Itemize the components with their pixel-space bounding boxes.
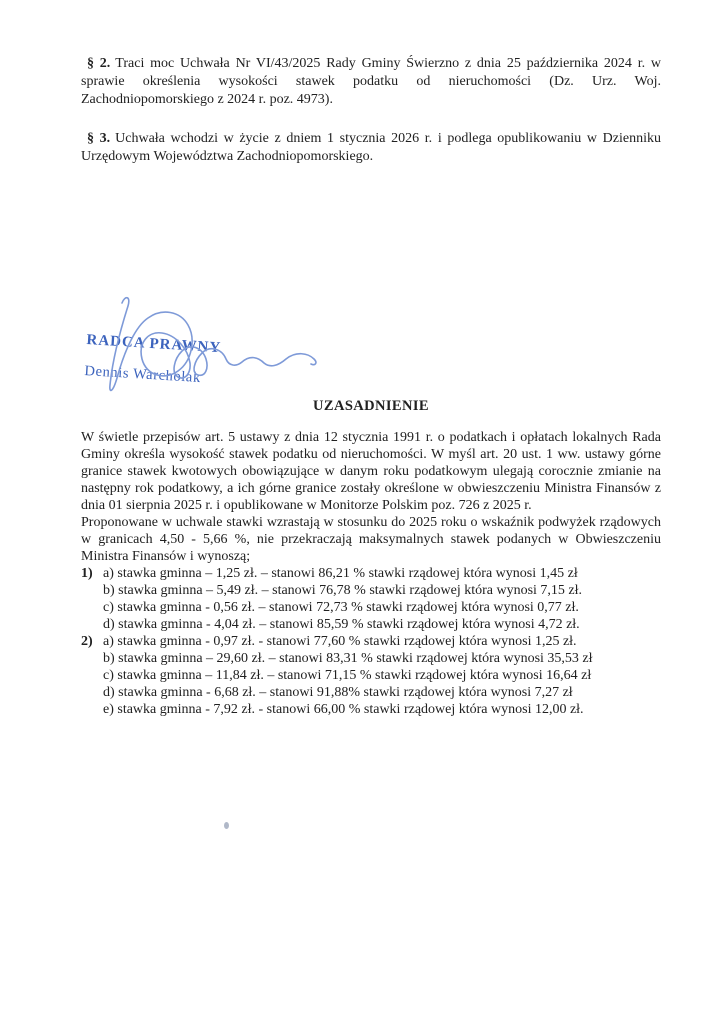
rate-group-number — [81, 684, 103, 701]
section-3-label: § 3. — [87, 131, 111, 146]
stamp-role-text: RADCA PRAWNY — [86, 332, 222, 357]
justification-body — [81, 429, 661, 718]
handwritten-signature-icon — [78, 293, 330, 405]
rate-row-text: c) stawka gminna - 0,56 zł. – stanowi 72,73 % stawki rządowej która wynosi 0,77 zł. — [103, 600, 579, 615]
rate-group-number — [81, 701, 103, 718]
rate-row-text: b) stawka gminna – 29,60 zł. – stanowi 83,31 % stawki rządowej która wynosi 35,53 zł — [103, 651, 593, 666]
section-2-label: § 2. — [87, 56, 111, 71]
rate-row — [81, 650, 661, 667]
justification-paragraph-1: W świetle przepisów art. 5 ustawy z dnia 12 stycznia 1991 r. o podatkach i opłatach lokalnych Rada Gminy określa wysokość stawek podatku od nieruchomości. W myśl art. 20 ust. 1 ww. ustawy górne granice stawek kwotowych obowiązujące w danym roku podatkowym ulegają corocznie zmianie na następny rok podatkowy, a ich górne granice zostały określone w obwieszczeniu Ministra Finansów z dnia 01 sierpnia 2025 r. i opublikowane w Monitorze Polskim poz. 726 z 2025 r. — [81, 430, 661, 513]
rate-row — [81, 684, 661, 701]
rate-row — [81, 582, 661, 599]
section-2-paragraph — [81, 55, 661, 109]
rate-group-number — [81, 582, 103, 599]
rate-group-number — [81, 616, 103, 633]
rate-row-text: a) stawka gminna – 1,25 zł. – stanowi 86,21 % stawki rządowej która wynosi 1,45 zł — [103, 566, 578, 581]
section-2-text: Traci moc Uchwała Nr VI/43/2025 Rady Gminy Świerzno z dnia 25 października 2024 r. w sprawie określenia wysokości stawek podatku od nieruchomości (Dz. Urz. Woj. Zachodniopomorskiego z 2024 r. poz. 4973). — [81, 56, 661, 107]
justification-paragraph-2: Proponowane w uchwale stawki wzrastają w stosunku do 2025 roku o wskaźnik podwyżek rządowych w granicach 4,50 - 5,66 %, nie przekraczają maksymalnych stawek podanych w Obwieszczeniu Ministra Finansów i wynoszą; — [81, 515, 661, 564]
rate-row — [81, 667, 661, 684]
tax-rate-list — [81, 565, 661, 718]
rate-row-text: d) stawka gminna - 6,68 zł. – stanowi 91,88% stawki rządowej która wynosi 7,27 zł — [103, 685, 573, 700]
rate-group-number: 1) — [81, 566, 93, 581]
rate-row — [81, 616, 661, 633]
rate-group-number — [81, 599, 103, 616]
justification-heading: UZASADNIENIE — [313, 398, 429, 414]
rate-group-number — [81, 667, 103, 684]
signature-stamp-block — [78, 293, 330, 405]
rate-group-number — [81, 650, 103, 667]
rate-row — [81, 565, 661, 582]
rate-row-text: d) stawka gminna - 4,04 zł. – stanowi 85,59 % stawki rządowej która wynosi 4,72 zł. — [103, 617, 580, 632]
section-3-paragraph — [81, 130, 661, 166]
rate-row-text: c) stawka gminna – 11,84 zł. – stanowi 71,15 % stawki rządowej która wynosi 16,64 zł — [103, 668, 592, 683]
rate-group-number: 2) — [81, 634, 93, 649]
rate-row — [81, 599, 661, 616]
rate-row-text: e) stawka gminna - 7,92 zł. - stanowi 66,00 % stawki rządowej która wynosi 12,00 zł. — [103, 702, 584, 717]
rate-row — [81, 701, 661, 718]
rate-row-text: a) stawka gminna - 0,97 zł. - stanowi 77,60 % stawki rządowej która wynosi 1,25 zł. — [103, 634, 577, 649]
rate-row-text: b) stawka gminna – 5,49 zł. – stanowi 76,78 % stawki rządowej która wynosi 7,15 zł. — [103, 583, 583, 598]
rate-row — [81, 633, 661, 650]
section-3-text: Uchwała wchodzi w życie z dniem 1 stycznia 2026 r. i podlega opublikowaniu w Dzienniku Urzędowym Województwa Zachodniopomorskiego. — [81, 131, 661, 164]
stamp-name-text: Dennis Warcholak — [84, 363, 202, 387]
ink-speck — [224, 822, 229, 829]
